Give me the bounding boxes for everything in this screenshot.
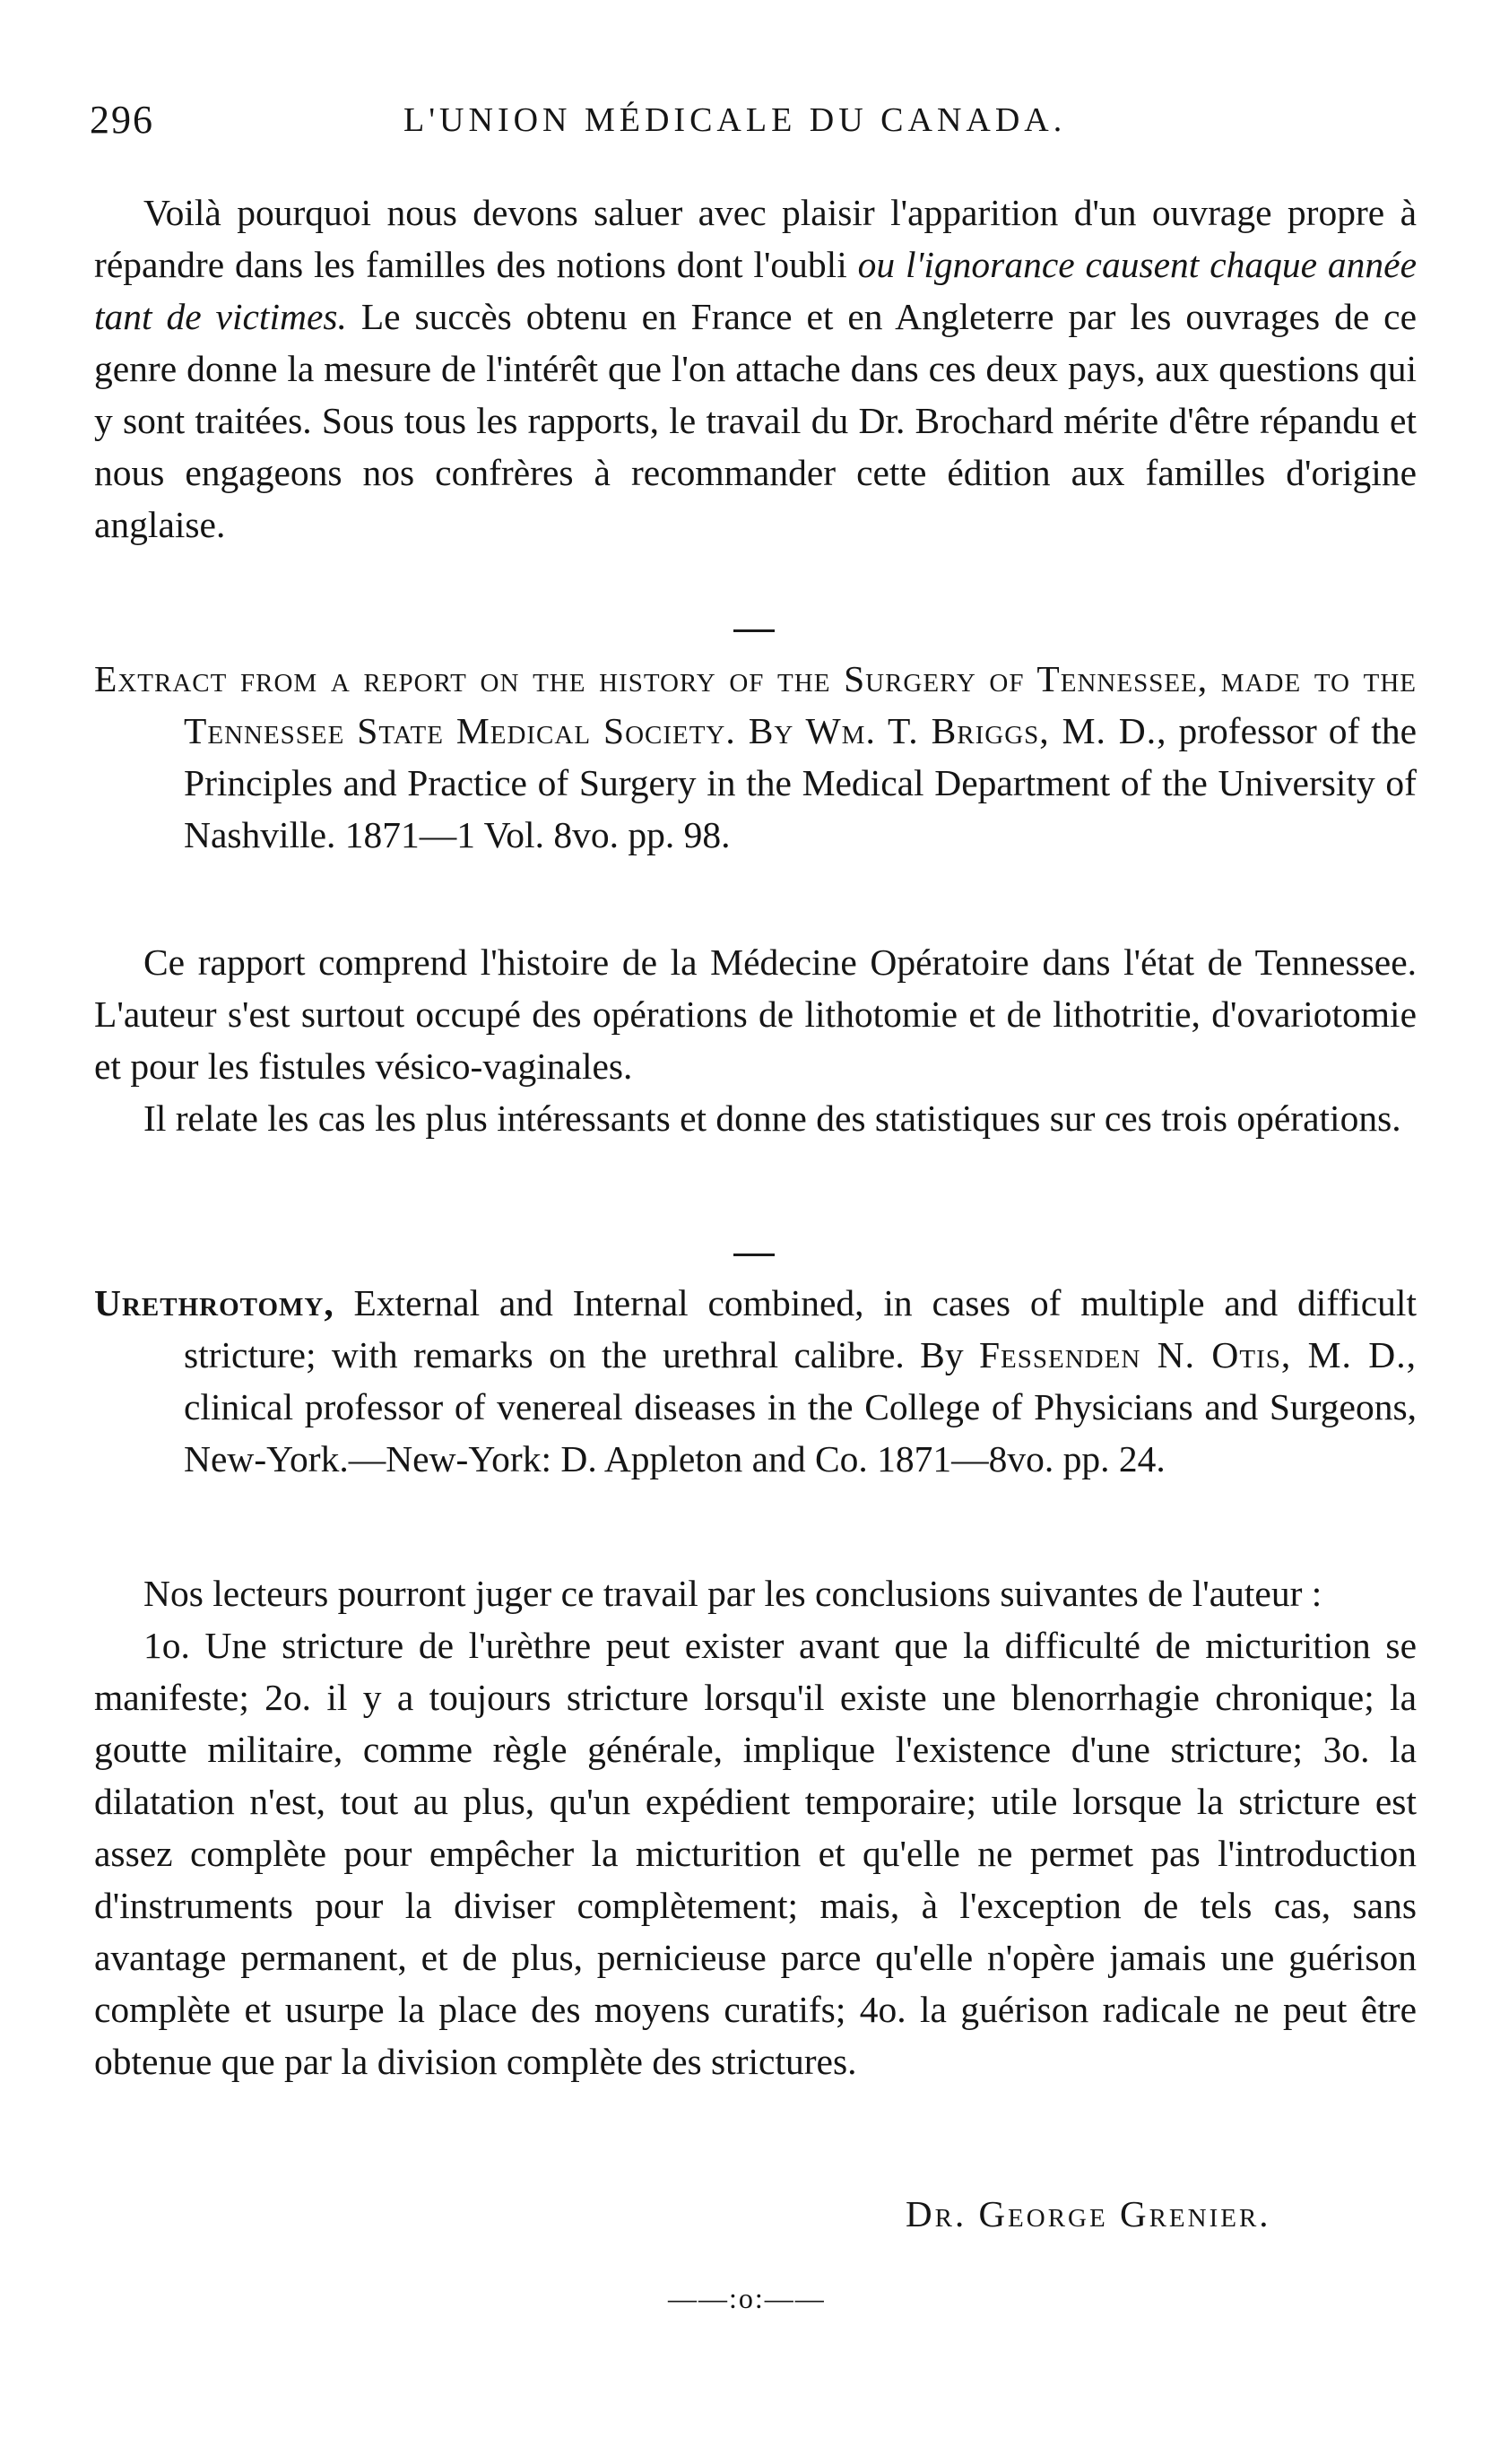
review-3-conclusions: 1o. Une stricture de l'urèthre peut exister avant que la difficulté de micturition se manifeste; 2o. il y a toujours stricture lorsqu'il existe une blenorrhagie chronique; la goutte militaire, comme règle générale, implique l'existence d'une stricture; 3o. la dilatation n'est, tout au plus, qu'un expédient temporaire; utile lorsque la stricture est assez complète pour empêcher la micturition et qu'elle ne permet pas l'introduction d'instruments pour la diviser complètement; mais, à l'exception de tels cas, sans avantage permanent, et de plus, pernicieuse parce qu'elle n'opère jamais une guérison complète et usurpe la place des moyens curatifs; 4o. la guérison radicale ne peut être obtenue que par la division complète des strictures. [94, 1625, 1417, 2082]
review-3-rest-b: clinical professor of venereal diseases in the College of Physicians and Surgeons, New-York.—New-York: D. Appleton and Co. 1871—8vo. pp. 24. [184, 1386, 1417, 1479]
review-3-heading [94, 1277, 1417, 1485]
review-3-title: Urethrotomy, [94, 1282, 334, 1323]
separator-rule-1 [733, 629, 775, 632]
journal-title: L'UNION MÉDICALE DU CANADA. [403, 101, 1067, 139]
review-2-citation [94, 653, 1417, 861]
review-2-author: By Wm. T. Briggs, M. D., [735, 710, 1167, 751]
review-3-citation [94, 1277, 1417, 1485]
review-3-intro: Nos lecteurs pourront juger ce travail par les conclusions suivantes de l'auteur : [143, 1573, 1322, 1614]
review-3-body [94, 1567, 1417, 2087]
signature: Dr. George Grenier. [906, 2193, 1271, 2234]
end-ornament: ——:o:—— [668, 2282, 826, 2314]
review-1-italic: ou l'ignorance causent chaque année tant de victimes. [94, 244, 1417, 337]
review-3-rest-a: External and Internal combined, in cases of multiple and difficult stricture; with remarks on the urethral calibre. By [184, 1282, 1417, 1375]
review-2-rest: professor of the Principles and Practice of Surgery in the Medical Department of the University of Nashville. 1871—1 Vol. 8vo. pp. 98. [184, 710, 1418, 855]
separator-rule-2 [733, 1254, 775, 1256]
review-2-paragraph-2: Il relate les cas les plus intéressants et donne des statistiques sur ces trois opérations. [143, 1098, 1401, 1139]
page-number: 296 [90, 98, 154, 142]
review-1-text [94, 187, 1417, 551]
review-1-text-a: Voilà pourquoi nous devons saluer avec plaisir l'apparition d'un ouvrage propre à répandre dans les familles des notions dont l'oubli [94, 192, 1417, 285]
running-head [90, 97, 1417, 151]
review-2-body [94, 936, 1417, 1144]
review-2-title: Extract from a report on the history of the Surgery of Tennessee, made to the Tennessee State Medical Society. [94, 658, 1417, 751]
review-1-paragraph [94, 187, 1417, 551]
review-2-heading [94, 653, 1417, 861]
review-2-paragraph-1: Ce rapport comprend l'histoire de la Médecine Opératoire dans l'état de Tennessee. L'auteur s'est surtout occupé des opérations de lithotomie et de lithotritie, d'ovariotomie et pour les fistules vésico-vaginales. [94, 941, 1417, 1087]
review-3-author: Fessenden N. Otis, M. D., [978, 1334, 1418, 1375]
review-1-text-b: Le succès obtenu en France et en Angleterre par les ouvrages de ce genre donne la mesure de l'intérêt que l'on attache dans ces deux pays, aux questions qui y sont traitées. Sous tous les rapports, le travail du Dr. Brochard mérite d'être répandu et nous engageons nos confrères à recommander cette édition aux familles d'origine anglaise. [94, 296, 1418, 545]
